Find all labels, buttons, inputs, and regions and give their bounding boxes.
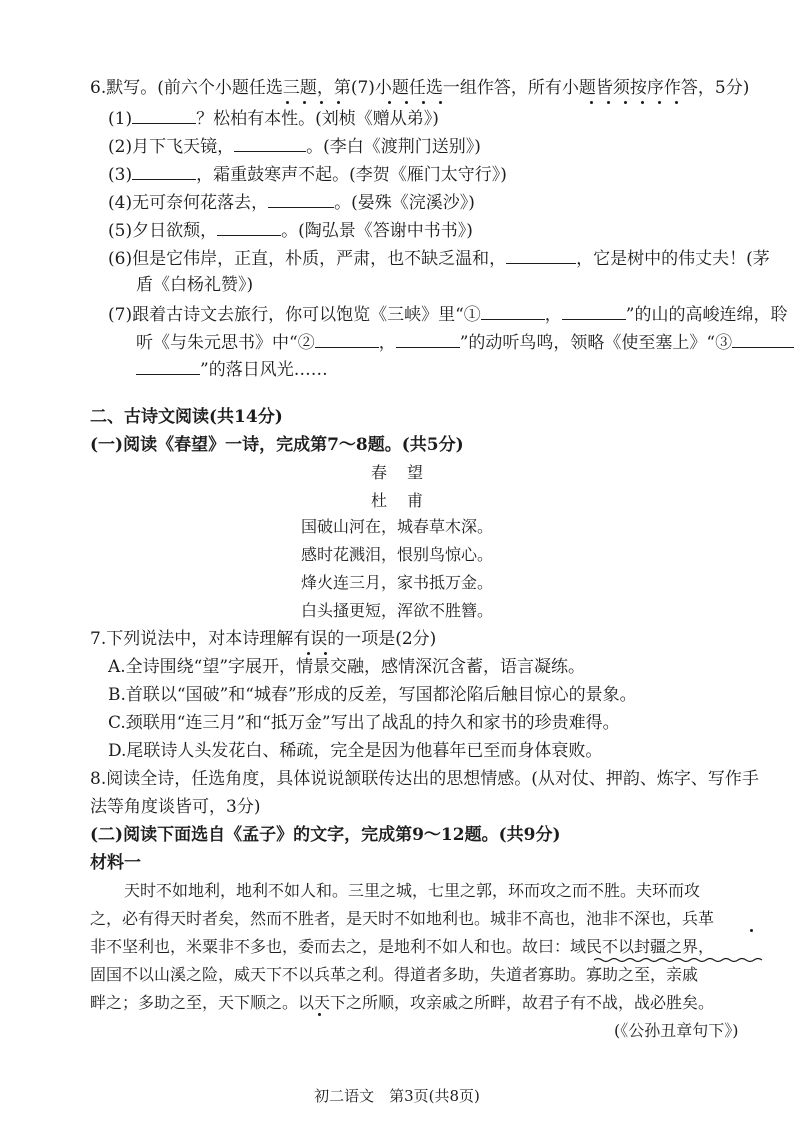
q7-option-d: D.尾联诗人头发花白、稀疏，完全是因为他暮年已至而身体衰败。 — [108, 741, 603, 761]
q7-stem: 7.下列说法中，对本诗理解有误的一项是(2分) — [90, 629, 437, 649]
passage-line: 固国不以山溪之险，威天下不以兵革之利。得道者多助，失道者寡助。寡助之至，亲戚 — [90, 965, 699, 984]
answer-blank[interactable] — [268, 190, 334, 208]
answer-blank[interactable] — [732, 330, 794, 348]
answer-blank[interactable] — [396, 330, 460, 348]
answer-blank[interactable] — [136, 357, 200, 375]
wavy-underline — [594, 957, 764, 963]
q6-item-3: (3) ，霜重鼓寒声不起。(李贺《雁门太守行》) — [108, 162, 507, 187]
q6-item-7-line1: (7)跟着古诗文去旅行，你可以饱览《三峡》里“① ， ”的山的高峻连绵，聆 — [108, 302, 787, 327]
emphasis-dots — [0, 929, 794, 935]
section-heading: 二、古诗文阅读(共14分) — [90, 407, 283, 427]
answer-blank[interactable] — [315, 330, 379, 348]
q6-item-5: (5)夕日欲颓， 。(陶弘景《答谢中书书》) — [108, 218, 473, 243]
q6-item-7-line3: ”的落日风光…… — [136, 357, 328, 382]
q8-stem: 8.阅读全诗，任选角度，具体说说颔联传达出的思想情感。(从对仗、押韵、炼字、写作手 — [90, 769, 759, 789]
poem-line: 国破山河在，城春草木深。 — [300, 517, 493, 536]
q6-stem: 6.默写。(前六个小题任选三题，第(7)小题任选一组作答，所有小题皆须按序作答，5分) — [90, 78, 750, 98]
passage-line: 非不坚利也，米粟非不多也，委而去之，是地利不如人和也。故曰：域民不以封疆之界， — [90, 937, 715, 956]
passage-line: 天时不如地利，地利不如人和。三里之城，七里之郭，环而攻之而不胜。夫环而攻 — [124, 881, 701, 900]
q6-item-4: (4)无可奈何花落去， 。(晏殊《浣溪沙》) — [108, 190, 475, 215]
q6-item-2: (2)月下飞天镜， 。(李白《渡荆门送别》) — [108, 134, 481, 159]
q8-stem-cont: 法等角度谈皆可，3分) — [90, 797, 261, 817]
poem-line: 感时花溅泪，恨别鸟惊心。 — [300, 545, 493, 564]
q7-option-c: C.颈联用“连三月”和“抵万金”写出了战乱的持久和家书的珍贵难得。 — [108, 713, 620, 733]
answer-blank[interactable] — [132, 106, 196, 124]
q6-item-6: (6)但是它伟岸，正直，朴质，严肃，也不缺乏温和， ，它是树中的伟丈夫！(茅 — [108, 246, 770, 271]
answer-blank[interactable] — [506, 246, 576, 264]
q6-item-1: (1) ？松柏有本性。(刘桢《赠从弟》) — [108, 106, 439, 131]
answer-blank[interactable] — [481, 302, 545, 320]
q6-item-6-cont: 盾《白杨礼赞》) — [136, 275, 254, 295]
passage-line: 之，必有得天时者矣，然而不胜者，是天时不如地利也。城非不高也，池非不深也，兵革 — [90, 909, 715, 928]
q6-item-7-line2: 听《与朱元思书》中“② ， ”的动听鸟鸣，领略《使至塞上》“③ — [136, 330, 794, 355]
poem-line: 白头搔更短，浑欲不胜簪。 — [300, 601, 493, 620]
part-heading: (二)阅读下面选自《孟子》的文字，完成第9～12题。(共9分) — [90, 825, 561, 845]
answer-blank[interactable] — [234, 134, 306, 152]
answer-blank[interactable] — [217, 218, 281, 236]
page-footer: 初二语文 第3页(共8页) — [314, 1087, 480, 1105]
part-heading: (一)阅读《春望》一诗，完成第7～8题。(共5分) — [90, 435, 464, 455]
poem-title: 春望 — [370, 463, 443, 482]
answer-blank[interactable] — [132, 162, 196, 180]
q7-option-b: B.首联以“国破”和“城春”形成的反差，写国都沦陷后触目惊心的景象。 — [108, 685, 637, 705]
passage-line: 畔之；多助之至，天下顺之。以天下之所顺，攻亲戚之所畔，故君子有不战，战必胜矣。 — [90, 993, 715, 1012]
poem-author: 杜甫 — [370, 491, 443, 510]
poem-line: 烽火连三月，家书抵万金。 — [300, 573, 493, 592]
source-citation: (《公孙丑章句下》) — [614, 1021, 739, 1040]
q7-option-a: A.全诗围绕“望”字展开，情景交融，感情深沉含蓄，语言凝练。 — [108, 657, 586, 677]
material-label: 材料一 — [90, 853, 141, 873]
answer-blank[interactable] — [562, 302, 626, 320]
